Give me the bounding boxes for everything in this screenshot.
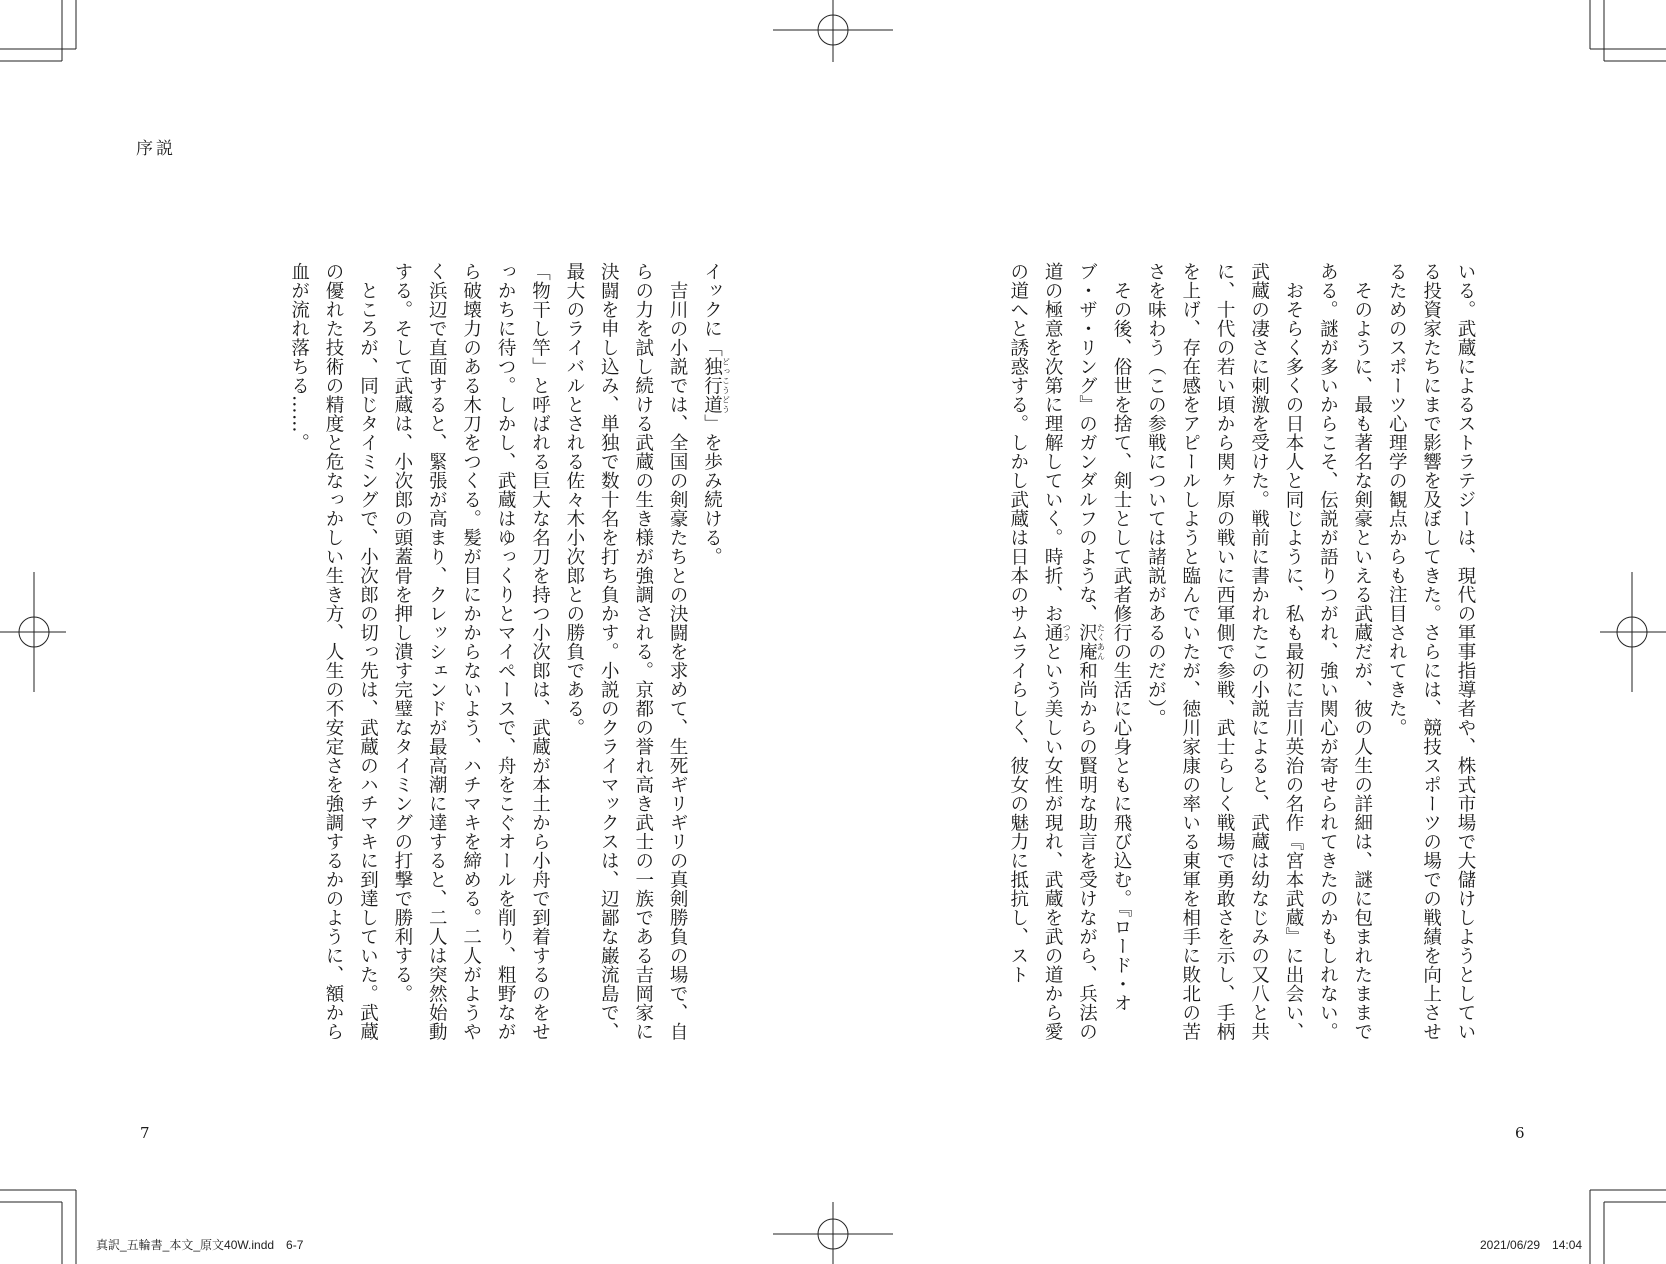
crop-mark-top-left bbox=[0, 0, 76, 61]
paragraph: いる。武蔵によるストラテジーは、現代の軍事指導者や、株式市場で大儲けしようとしている投資家たちにまで影響を及ぼしてきた。さらには、競技スポーツの場での戦績を向上させるためのスポーツ心理学の観点からも注目されてきた。 bbox=[1386, 262, 1476, 1041]
ruby-otsu: 通 つう bbox=[1042, 623, 1072, 642]
crop-mark-top-right bbox=[1590, 0, 1666, 61]
registration-mark-left bbox=[0, 572, 66, 692]
registration-mark-top bbox=[773, 0, 893, 62]
paragraph: 「物干し竿」と呼ばれる巨大な名刀を持つ小次郎は、武蔵が本土から小舟で到着するのをせっかちに待つ。しかし、武蔵はゆっくりとマイペースで、舟をこぐオールを削り、粗野ながら破壊力のある木刀をつくる。髪が目にかからないよう、ハチマキを締める。二人がようやく浜辺で直面すると、緊張が高まり、クレッシェンドが最高潮に達すると、二人は突然始動する。そして武蔵は、小次郎の頭蓋骨を押し潰す完璧なタイミングの打撃で勝利する。 bbox=[391, 262, 551, 1041]
left-page-body bbox=[205, 262, 730, 1042]
registration-mark-right bbox=[1600, 572, 1666, 692]
page-number-right: 6 bbox=[1515, 1124, 1525, 1142]
section-title: 序説 bbox=[136, 139, 176, 159]
ruby-dokkodo: 独行道 どっこうどう bbox=[701, 357, 731, 414]
paragraph: その後、俗世を捨て、剣士として武者修行の生活に心身ともに飛び込む。『ロード・オブ・ザ・リング』のガンダルフのような、沢庵 たくあん和尚からの賢明な助言を受けながら、兵法の道の極意を次第に理解していく。時折、お通 つうという美しい女性が現れ、武蔵を武の道から愛の道へと誘惑する。しかし武蔵は日本のサムライらしく、彼女の魅力に抵抗し、スト bbox=[1007, 262, 1132, 1041]
page-number-left: 7 bbox=[140, 1124, 150, 1142]
paragraph: おそらく多くの日本人と同じように、私も最初に吉川英治の名作『宮本武蔵』に出会い、武蔵の凄さに刺激を受けた。戦前に書かれたこの小説によると、武蔵は幼なじみの又八と共に、十代の若い頃から関ヶ原の戦いに西軍側で参戦、武士らしく戦場で勇敢さを示し、手柄を上げ、存在感をアピールしようと臨んでいたが、徳川家康の率いる東軍を相手に敗北の苦さを味わう（この参戦については諸説があるのだが）。 bbox=[1145, 262, 1304, 1041]
slug-filename: 真訳_五輪書_本文_原文40W.indd 6-7 bbox=[96, 1238, 304, 1252]
crop-mark-bottom-right bbox=[1590, 1190, 1666, 1264]
slug-timestamp: 2021/06/29 14:04 bbox=[1480, 1238, 1583, 1252]
paragraph: ところが、同じタイミングで、小次郎の切っ先は、武蔵のハチマキに到達していた。武蔵の優れた技術の精度と危なっかしい生き方、人生の不安定さを強調するかのように、額から血が流れ落ちる……。 bbox=[288, 262, 379, 1041]
paragraph: 吉川の小説では、全国の剣豪たちとの決闘を求めて、生死ギリギリの真剣勝負の場で、自らの力を試し続ける武蔵の生き様が強調される。京都の誉れ高き武士の一族である吉岡家に決闘を申し込み、単独で数十名を打ち負かす。小説のクライマックスは、辺鄙な巌流島で、最大のライバルとされる佐々木小次郎との勝負である。 bbox=[563, 262, 689, 1041]
paragraph: そのように、最も著名な剣豪といえる武蔵だが、彼の人生の詳細は、謎に包まれたままである。謎が多いからこそ、伝説が語りつがれ、強い関心が寄せられてきたのかもしれない。 bbox=[1317, 262, 1373, 1041]
right-page-body bbox=[952, 262, 1482, 1042]
ruby-takuan: 沢庵 たくあん bbox=[1076, 623, 1106, 661]
registration-mark-bottom bbox=[773, 1202, 893, 1264]
paragraph: イックに「独行道 どっこうどう」を歩み続ける。 bbox=[701, 262, 731, 566]
crop-mark-bottom-left bbox=[0, 1190, 76, 1264]
